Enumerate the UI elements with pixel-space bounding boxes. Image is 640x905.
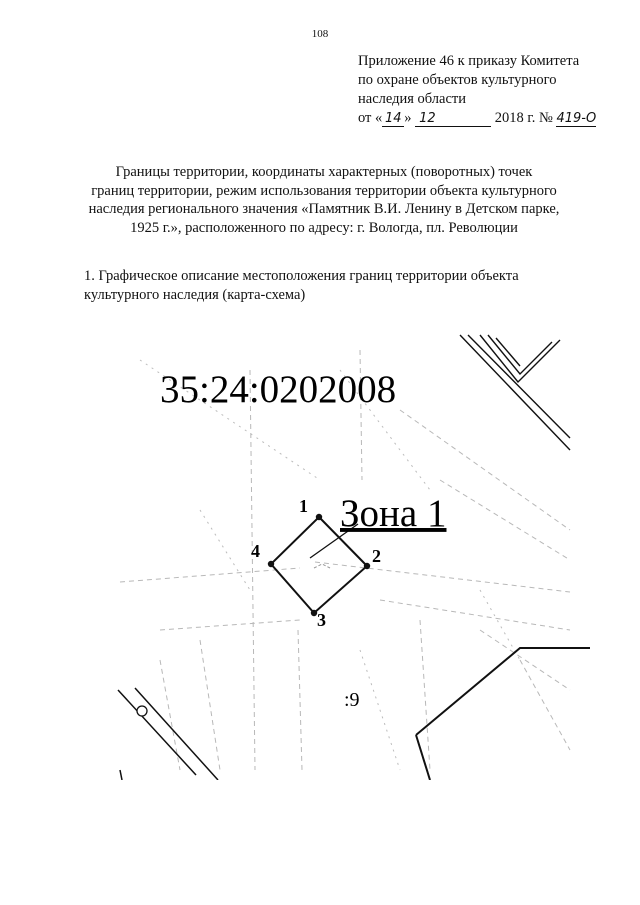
date-year: 2018 г. № <box>494 110 553 126</box>
header-date-line <box>358 109 628 128</box>
cadastral-block-number: 35:24:0202008 <box>160 368 397 411</box>
date-prefix: от « <box>358 110 383 126</box>
header-line-2: по охране объектов культурного <box>358 72 557 88</box>
title-line-1: Границы территории, координаты характерных (поворотных) точек <box>115 164 533 180</box>
title-line-4: 1925 г.», расположенного по адресу: г. Вологда, пл. Революции <box>130 219 518 236</box>
point-label-1: 1 <box>299 496 308 516</box>
title-line-3: наследия регионального значения «Памятник В.И. Ленину в Детском парке, <box>88 201 560 217</box>
appendix-header <box>358 52 628 128</box>
date-mid: » <box>404 110 412 126</box>
date-month: 12 <box>415 111 491 127</box>
parcel-outline <box>416 648 590 780</box>
point-label-3: 3 <box>317 610 326 630</box>
boundary-point-4 <box>268 561 274 567</box>
zone-label: Зона 1 <box>340 492 447 535</box>
boundary-point-2 <box>364 563 370 569</box>
header-line-1: Приложение 46 к приказу Комитета <box>358 53 580 69</box>
parcel-number: :9 <box>344 689 360 711</box>
date-day: 14 <box>382 111 404 127</box>
point-label-4: 4 <box>251 541 260 561</box>
cadastral-map <box>100 330 590 780</box>
order-number: 419-О <box>556 111 597 126</box>
building-outline <box>460 335 570 450</box>
road-outline <box>118 688 218 780</box>
document-title <box>64 163 584 237</box>
title-line-2: границ территории, режим использования территории объекта культурного <box>91 182 557 199</box>
page-number: 108 <box>311 28 329 40</box>
boundary-point-1 <box>316 514 322 520</box>
section-heading-line-1: 1. Графическое описание местоположения границ территории объекта <box>84 268 519 284</box>
section-heading-line-2: культурного наследия (карта-схема) <box>84 287 306 303</box>
point-label-2: 2 <box>372 546 381 566</box>
map-background-dots <box>140 360 520 770</box>
road-marker <box>137 706 147 716</box>
header-line-3: наследия области <box>358 91 467 107</box>
